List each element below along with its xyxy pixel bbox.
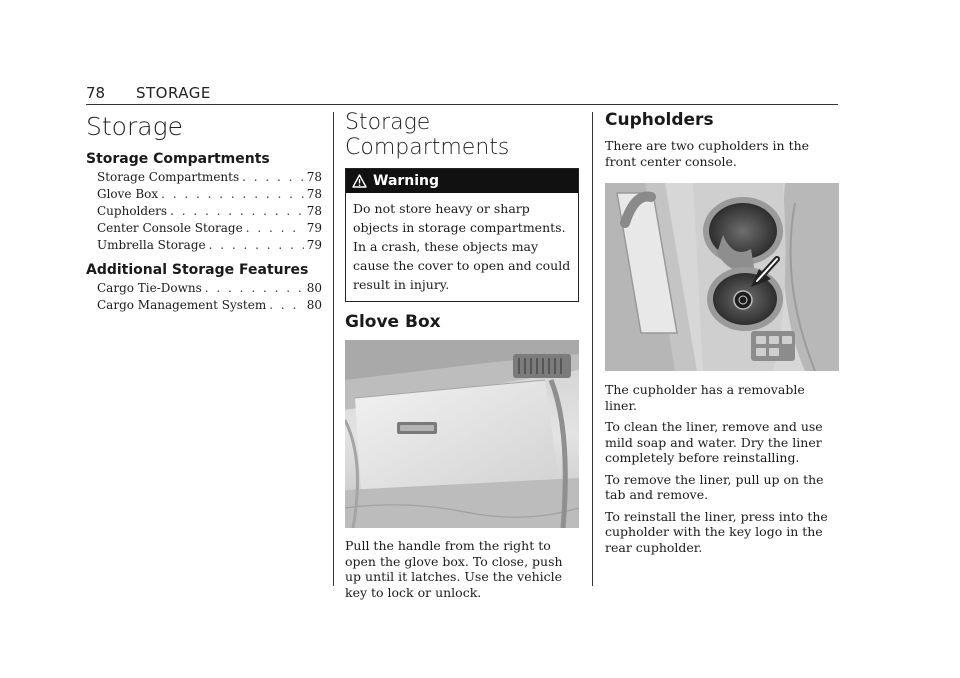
cupholders-paragraph: The cupholder has a removable liner. [605,382,805,413]
toc-list [97,280,322,314]
chapter-title: Storage [86,112,183,141]
cupholders-paragraph: To remove the liner, pull up on the tab and remove. [605,471,824,502]
glove-box-title: Glove Box [345,312,441,332]
toc-item[interactable]: Glove Box . . . 78 [97,186,322,203]
chapter-toc [86,110,322,314]
warning-text: Do not store heavy or sharp objects in storage compartments. In a crash, these objects may cause the cover to open and could result in injury. [353,201,571,292]
glove-box-photo [345,340,579,528]
toc-item[interactable]: Cargo Management System . . . 80 [97,297,322,314]
toc-item[interactable]: Cargo Tie-Downs . . . 80 [97,280,322,297]
cupholders-section [605,110,839,561]
warning-triangle-icon [352,174,367,188]
storage-compartments-section [345,110,579,606]
column-divider [333,112,334,586]
glove-box-text: Pull the handle from the right to open the glove box. To close, push up until it latches. Use the vehicle key to lock or unlock. [345,538,563,600]
cupholders-title: Cupholders [605,110,714,130]
toc-heading-storage-compartments: Storage Compartments [86,151,270,167]
toc-item[interactable]: Cupholders . . . 78 [97,203,322,220]
toc-list [97,169,322,254]
warning-box [345,168,579,302]
section-title: Storage Compartments [345,110,510,160]
cupholders-photo [605,183,839,371]
page-header [86,84,838,105]
toc-heading-additional-storage: Additional Storage Features [86,262,309,278]
cupholders-paragraph: To reinstall the liner, press into the cupholder with the key logo in the rear cupholder. [605,508,828,555]
running-section-title: STORAGE [136,84,211,102]
toc-item[interactable]: Storage Compartments . . . 78 [97,169,322,186]
toc-item[interactable]: Center Console Storage . . . 79 [97,220,322,237]
cupholders-intro: There are two cupholders in the front center console. [605,138,810,169]
page-number: 78 [86,84,106,102]
cupholders-paragraph: To clean the liner, remove and use mild soap and water. Dry the liner completely before reinstalling. [605,419,823,465]
warning-label: Warning [373,173,440,189]
warning-header [346,169,578,193]
column-divider [592,112,593,586]
toc-item[interactable]: Umbrella Storage . . . 79 [97,237,322,254]
